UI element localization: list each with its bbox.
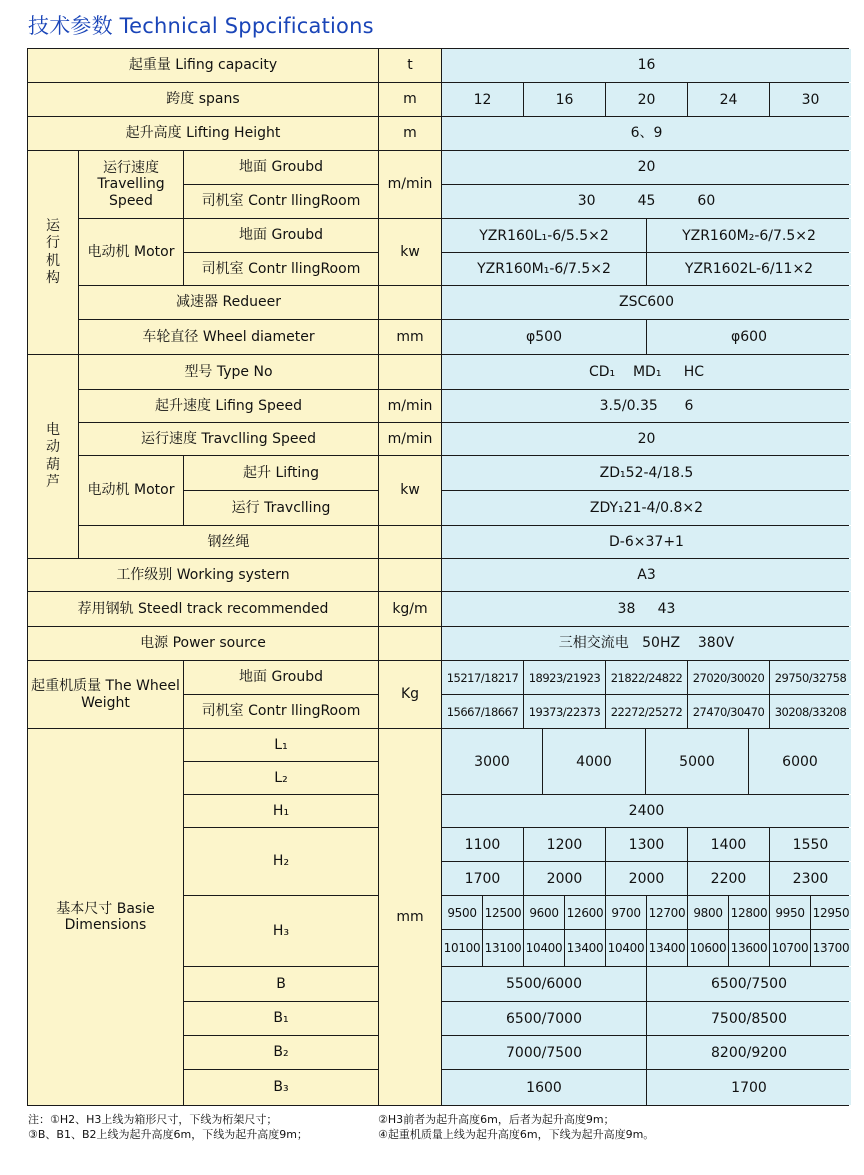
dim-b2-label: B₂ xyxy=(184,1036,378,1069)
track-unit: kg/m xyxy=(379,592,441,626)
weight-value: 21822/24822 xyxy=(606,661,687,694)
dim-h3-top-values xyxy=(442,896,851,929)
work-class-unit xyxy=(379,559,441,591)
track-label: 荐用钢轨 Steedl track recommended xyxy=(28,592,378,626)
cab-speed-value: 60 xyxy=(697,193,716,210)
hoist-group-label: 电动葫芦 xyxy=(28,355,78,558)
weight-value: 29750/32758 xyxy=(770,661,851,694)
h3-value: 9800 xyxy=(688,896,728,929)
wheel-value: φ600 xyxy=(647,320,851,354)
travel-speed-cab-label: 司机室 Contr llingRoom xyxy=(184,185,378,218)
motor-value: YZR160L₁-6/5.5×2 xyxy=(442,219,646,252)
dim-l1-label: L₁ xyxy=(184,729,378,761)
reducer-value: ZSC600 xyxy=(442,286,851,319)
dim-b1-values xyxy=(442,1002,851,1035)
wire-rope-value: D-6×37+1 xyxy=(442,526,851,558)
dim-l-values xyxy=(442,729,851,794)
dim-b-values xyxy=(442,967,851,1001)
dim-b3-values xyxy=(442,1070,851,1105)
weight-cab-values xyxy=(442,695,851,728)
l-value: 5000 xyxy=(646,729,748,794)
type-no-value: CD₁ MD₁ HC xyxy=(442,355,851,389)
h3-value: 10100 xyxy=(442,930,482,966)
lift-speed-value: 3.5/0.35 6 xyxy=(442,390,851,422)
page-title: 技术参数 Technical Sppcifications xyxy=(28,14,374,38)
dim-h2-bottom-values xyxy=(442,862,851,895)
dim-b3-label: B₃ xyxy=(184,1070,378,1105)
travel-motor-unit: kw xyxy=(379,219,441,285)
weight-value: 27470/30470 xyxy=(688,695,769,728)
work-class-label: 工作级别 Working systern xyxy=(28,559,378,591)
hoist-travel-speed-value: 20 xyxy=(442,423,851,455)
h3-value: 12800 xyxy=(729,896,769,929)
h3-value: 13700 xyxy=(811,930,851,966)
weight-value: 15667/18667 xyxy=(442,695,523,728)
weight-value: 19373/22373 xyxy=(524,695,605,728)
weight-value: 18923/21923 xyxy=(524,661,605,694)
h2-value: 1550 xyxy=(770,828,851,861)
work-class-value: A3 xyxy=(442,559,851,591)
weight-ground-values xyxy=(442,661,851,694)
dim-l2-label: L₂ xyxy=(184,762,378,794)
power-unit xyxy=(379,627,441,660)
weight-unit: Kg xyxy=(379,661,441,728)
travel-motor-ground-label: 地面 Groubd xyxy=(184,219,378,252)
spans-label: 跨度 spans xyxy=(28,83,378,116)
l-value: 3000 xyxy=(442,729,542,794)
span-value: 12 xyxy=(442,83,523,116)
weight-label: 起重机质量 The Wheel Weight xyxy=(28,661,183,728)
weight-value: 30208/33208 xyxy=(770,695,851,728)
wheel-unit: mm xyxy=(379,320,441,354)
dim-h1-label: H₁ xyxy=(184,795,378,827)
hoist-motor-travel-value: ZDY₁21-4/0.8×2 xyxy=(442,491,851,525)
capacity-value: 16 xyxy=(442,49,851,82)
weight-value: 27020/30020 xyxy=(688,661,769,694)
h2-value: 2000 xyxy=(524,862,605,895)
h3-value: 10400 xyxy=(606,930,646,966)
span-value: 30 xyxy=(770,83,851,116)
hoist-motor-travel-label: 运行 Travclling xyxy=(184,491,378,525)
b2-value: 7000/7500 xyxy=(442,1036,646,1069)
h2-value: 1300 xyxy=(606,828,687,861)
power-label: 电源 Power source xyxy=(28,627,378,660)
h3-value: 12950 xyxy=(811,896,851,929)
weight-value: 15217/18217 xyxy=(442,661,523,694)
motor-value: YZR1602L-6/11×2 xyxy=(647,253,851,285)
h3-value: 13400 xyxy=(647,930,687,966)
wire-rope-label: 钢丝绳 xyxy=(79,526,378,558)
lift-speed-unit: m/min xyxy=(379,390,441,422)
h3-value: 9700 xyxy=(606,896,646,929)
lift-height-unit: m xyxy=(379,117,441,150)
b1-value: 7500/8500 xyxy=(647,1002,851,1035)
h3-value: 10400 xyxy=(524,930,564,966)
capacity-label: 起重量 Lifing capacity xyxy=(28,49,378,82)
span-value: 16 xyxy=(524,83,605,116)
motor-value: YZR160M₁-6/7.5×2 xyxy=(442,253,646,285)
hoist-travel-speed-label: 运行速度 Travclling Speed xyxy=(79,423,378,455)
note-2: ②H3前者为起升高度6m，后者为起升高度9m； xyxy=(378,1113,615,1126)
h3-value: 12600 xyxy=(565,896,605,929)
h3-value: 9600 xyxy=(524,896,564,929)
hoist-motor-label: 电动机 Motor xyxy=(79,456,183,525)
cab-speed-value: 45 xyxy=(637,193,656,210)
b-value: 5500/6000 xyxy=(442,967,646,1001)
weight-ground-label: 地面 Groubd xyxy=(184,661,378,694)
type-no-label: 型号 Type No xyxy=(79,355,378,389)
motor-value: YZR160M₂-6/7.5×2 xyxy=(647,219,851,252)
travel-motor-cab-values xyxy=(442,253,851,285)
b1-value: 6500/7000 xyxy=(442,1002,646,1035)
b-value: 6500/7500 xyxy=(647,967,851,1001)
h3-value: 9950 xyxy=(770,896,810,929)
dim-b1-label: B₁ xyxy=(184,1002,378,1035)
spans-values xyxy=(442,83,851,116)
span-value: 20 xyxy=(606,83,687,116)
h2-value: 1200 xyxy=(524,828,605,861)
dim-h2-label: H₂ xyxy=(184,828,378,895)
capacity-unit: t xyxy=(379,49,441,82)
h2-value: 1700 xyxy=(442,862,523,895)
hoist-motor-lift-value: ZD₁52-4/18.5 xyxy=(442,456,851,490)
cab-speed-value: 30 xyxy=(577,193,596,210)
footnotes xyxy=(28,1112,858,1142)
travel-speed-unit: m/min xyxy=(379,151,441,218)
lift-height-label: 起升高度 Lifting Height xyxy=(28,117,378,150)
travel-speed-cab-values xyxy=(442,185,851,218)
h3-value: 10600 xyxy=(688,930,728,966)
h3-value: 12500 xyxy=(483,896,523,929)
wheel-label: 车轮直径 Wheel diameter xyxy=(79,320,378,354)
travel-motor-label: 电动机 Motor xyxy=(79,219,183,285)
h3-value: 13600 xyxy=(729,930,769,966)
b3-value: 1600 xyxy=(442,1070,646,1105)
h2-value: 1100 xyxy=(442,828,523,861)
b2-value: 8200/9200 xyxy=(647,1036,851,1069)
hoist-motor-unit: kw xyxy=(379,456,441,525)
h3-value: 13100 xyxy=(483,930,523,966)
travel-speed-ground-value: 20 xyxy=(442,151,851,184)
spec-table xyxy=(27,48,849,1106)
travel-motor-ground-values xyxy=(442,219,851,252)
note-3: ③B、B1、B2上线为起升高度6m，下线为起升高度9m； xyxy=(28,1128,308,1141)
l-value: 6000 xyxy=(749,729,851,794)
h2-value: 2200 xyxy=(688,862,769,895)
l-value: 4000 xyxy=(543,729,645,794)
dim-b2-values xyxy=(442,1036,851,1069)
weight-cab-label: 司机室 Contr llingRoom xyxy=(184,695,378,728)
wire-rope-unit xyxy=(379,526,441,558)
dim-b-label: B xyxy=(184,967,378,1001)
reducer-unit xyxy=(379,286,441,319)
dims-unit: mm xyxy=(379,729,441,1105)
travel-motor-cab-label: 司机室 Contr llingRoom xyxy=(184,253,378,285)
h2-value: 2300 xyxy=(770,862,851,895)
track-value: 38 43 xyxy=(442,592,851,626)
reducer-label: 减速器 Redueer xyxy=(79,286,378,319)
dim-h1-value: 2400 xyxy=(442,795,851,827)
h3-value: 12700 xyxy=(647,896,687,929)
note-1: 注：①H2、H3上线为箱形尺寸，下线为桁架尺寸； xyxy=(28,1113,278,1126)
travel-speed-label: 运行速度 Travelling Speed xyxy=(79,151,183,218)
note-4: ④起重机质量上线为起升高度6m，下线为起升高度9m。 xyxy=(378,1128,655,1141)
lift-speed-label: 起升速度 Lifing Speed xyxy=(79,390,378,422)
type-no-unit xyxy=(379,355,441,389)
h3-value: 10700 xyxy=(770,930,810,966)
lift-height-value: 6、9 xyxy=(442,117,851,150)
spans-unit: m xyxy=(379,83,441,116)
h2-value: 2000 xyxy=(606,862,687,895)
hoist-travel-speed-unit: m/min xyxy=(379,423,441,455)
span-value: 24 xyxy=(688,83,769,116)
travel-speed-ground-label: 地面 Groubd xyxy=(184,151,378,184)
dim-h2-top-values xyxy=(442,828,851,861)
wheel-values xyxy=(442,320,851,354)
dim-h3-label: H₃ xyxy=(184,896,378,966)
wheel-value: φ500 xyxy=(442,320,646,354)
b3-value: 1700 xyxy=(647,1070,851,1105)
hoist-motor-lift-label: 起升 Lifting xyxy=(184,456,378,490)
weight-value: 22272/25272 xyxy=(606,695,687,728)
h3-value: 13400 xyxy=(565,930,605,966)
h3-value: 9500 xyxy=(442,896,482,929)
dim-h3-bottom-values xyxy=(442,930,851,966)
travel-group-label: 运行机构 xyxy=(28,151,78,354)
h2-value: 1400 xyxy=(688,828,769,861)
power-value: 三相交流电 50HZ 380V xyxy=(442,627,851,660)
dims-label: 基本尺寸 Basie Dimensions xyxy=(28,729,183,1105)
